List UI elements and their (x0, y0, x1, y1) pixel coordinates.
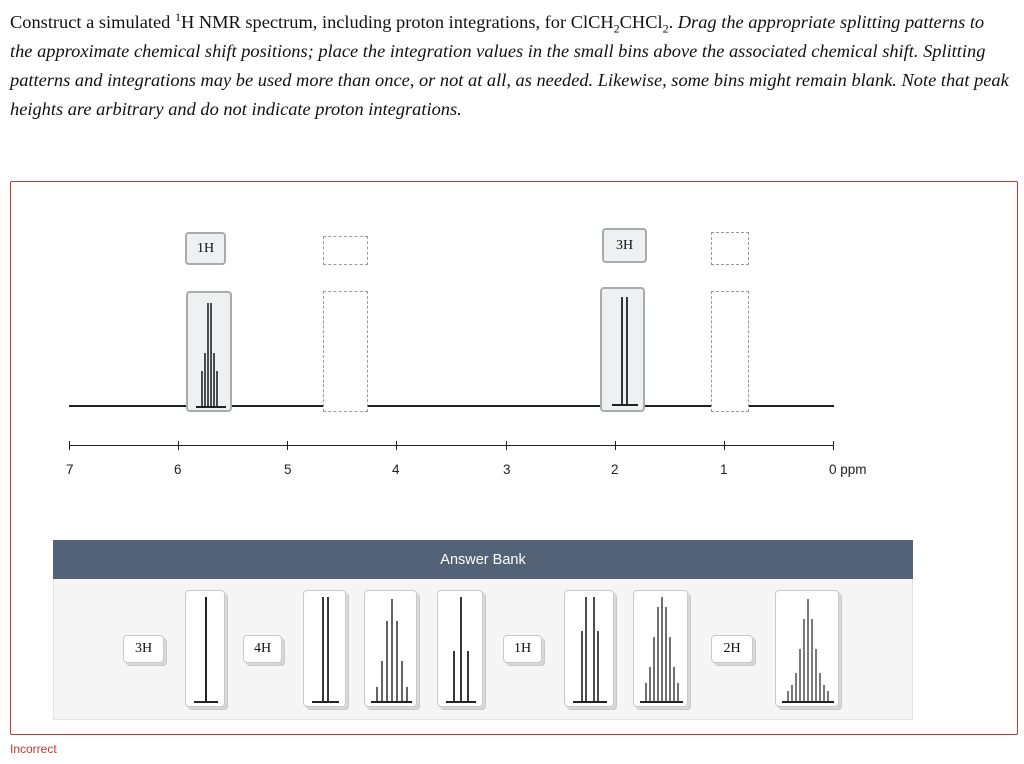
bank-pattern-singlet[interactable] (185, 590, 225, 707)
answer-bank-header (53, 540, 913, 579)
axis-label-5: 5 (284, 462, 292, 477)
axis-tick (833, 441, 834, 450)
bank-pattern-triplet[interactable] (437, 590, 483, 707)
bank-pattern-sextet[interactable] (364, 590, 417, 707)
pattern-bin-4-8ppm[interactable] (323, 291, 368, 412)
axis-tick (506, 441, 507, 450)
answer-bank-title: Answer Bank (440, 551, 526, 568)
bank-integration-3h[interactable] (123, 635, 164, 663)
axis-tick (724, 441, 725, 450)
placed-pattern-quartet[interactable] (188, 293, 234, 414)
pattern-bin-1-0ppm[interactable] (711, 291, 749, 412)
sextet-pattern-icon (365, 591, 418, 708)
septet-pattern-icon (634, 591, 689, 708)
question-part-2: H NMR spectrum, including proton integrations, for ClCH (180, 12, 614, 32)
bank-pattern-doublet-of-doublets[interactable] (564, 590, 614, 707)
pattern-bin-2-1ppm[interactable] (600, 287, 645, 412)
bank-integration-1h[interactable] (503, 635, 542, 663)
axis-tick (615, 441, 616, 450)
bank-integration-label[interactable]: 3H (134, 641, 153, 656)
axis-label-2: 2 (611, 462, 619, 477)
bank-integration-4h[interactable] (243, 635, 282, 663)
integration-bin-6-0ppm[interactable] (185, 232, 226, 265)
bank-pattern-multiplet[interactable] (775, 590, 839, 707)
question-part-4: . (668, 12, 678, 32)
subscript-2a: 2 (613, 21, 620, 36)
axis-label-7: 7 (66, 462, 74, 477)
axis-tick (287, 441, 288, 450)
placed-integration-1h[interactable]: 1H (196, 240, 215, 256)
axis-label-1: 1 (720, 462, 728, 477)
integration-bin-1-0ppm[interactable] (711, 232, 749, 265)
placed-pattern-doublet[interactable] (602, 289, 647, 414)
bank-pattern-doublet[interactable] (303, 590, 346, 707)
question-part-1: Construct a simulated (10, 12, 175, 32)
integration-bin-4-8ppm[interactable] (323, 236, 368, 265)
bank-integration-label[interactable]: 4H (253, 641, 272, 656)
ppm-axis (69, 445, 834, 446)
doublet-of-doublets-pattern-icon (565, 591, 615, 708)
bank-pattern-septet[interactable] (633, 590, 688, 707)
multiplet-pattern-icon (776, 591, 840, 708)
placed-integration-3h[interactable]: 3H (615, 237, 634, 253)
axis-tick (69, 441, 70, 450)
superscript-1: 1 (174, 9, 181, 24)
question-text (10, 8, 1010, 124)
bank-integration-label[interactable]: 1H (513, 641, 532, 656)
pattern-bin-6-0ppm[interactable] (186, 291, 232, 412)
subscript-2b: 2 (662, 21, 669, 36)
integration-bin-2-1ppm[interactable] (602, 228, 647, 263)
singlet-pattern-icon (186, 591, 226, 708)
axis-label-0-ppm: 0 ppm (829, 462, 867, 477)
doublet-pattern-icon (304, 591, 347, 708)
triplet-pattern-icon (438, 591, 484, 708)
question-instructions: Drag the appropriate splitting patterns to the approximate chemical shift positions; place the integration values in the small bins above the associated chemical shift. Splitting patterns and integrations may be used more than once, or not at all, as needed. Likewise, some bins might remain blank. Note that peak heights are arbitrary and do not indicate proton integrations. (10, 12, 1009, 119)
bank-integration-label[interactable]: 2H (723, 641, 741, 656)
axis-label-3: 3 (503, 462, 511, 477)
axis-tick (178, 441, 179, 450)
bank-integration-2h[interactable] (711, 635, 753, 663)
axis-label-4: 4 (392, 462, 400, 477)
result-status: Incorrect (10, 742, 57, 756)
axis-label-6: 6 (174, 462, 182, 477)
axis-tick (396, 441, 397, 450)
question-part-3: CHCl (619, 12, 663, 32)
